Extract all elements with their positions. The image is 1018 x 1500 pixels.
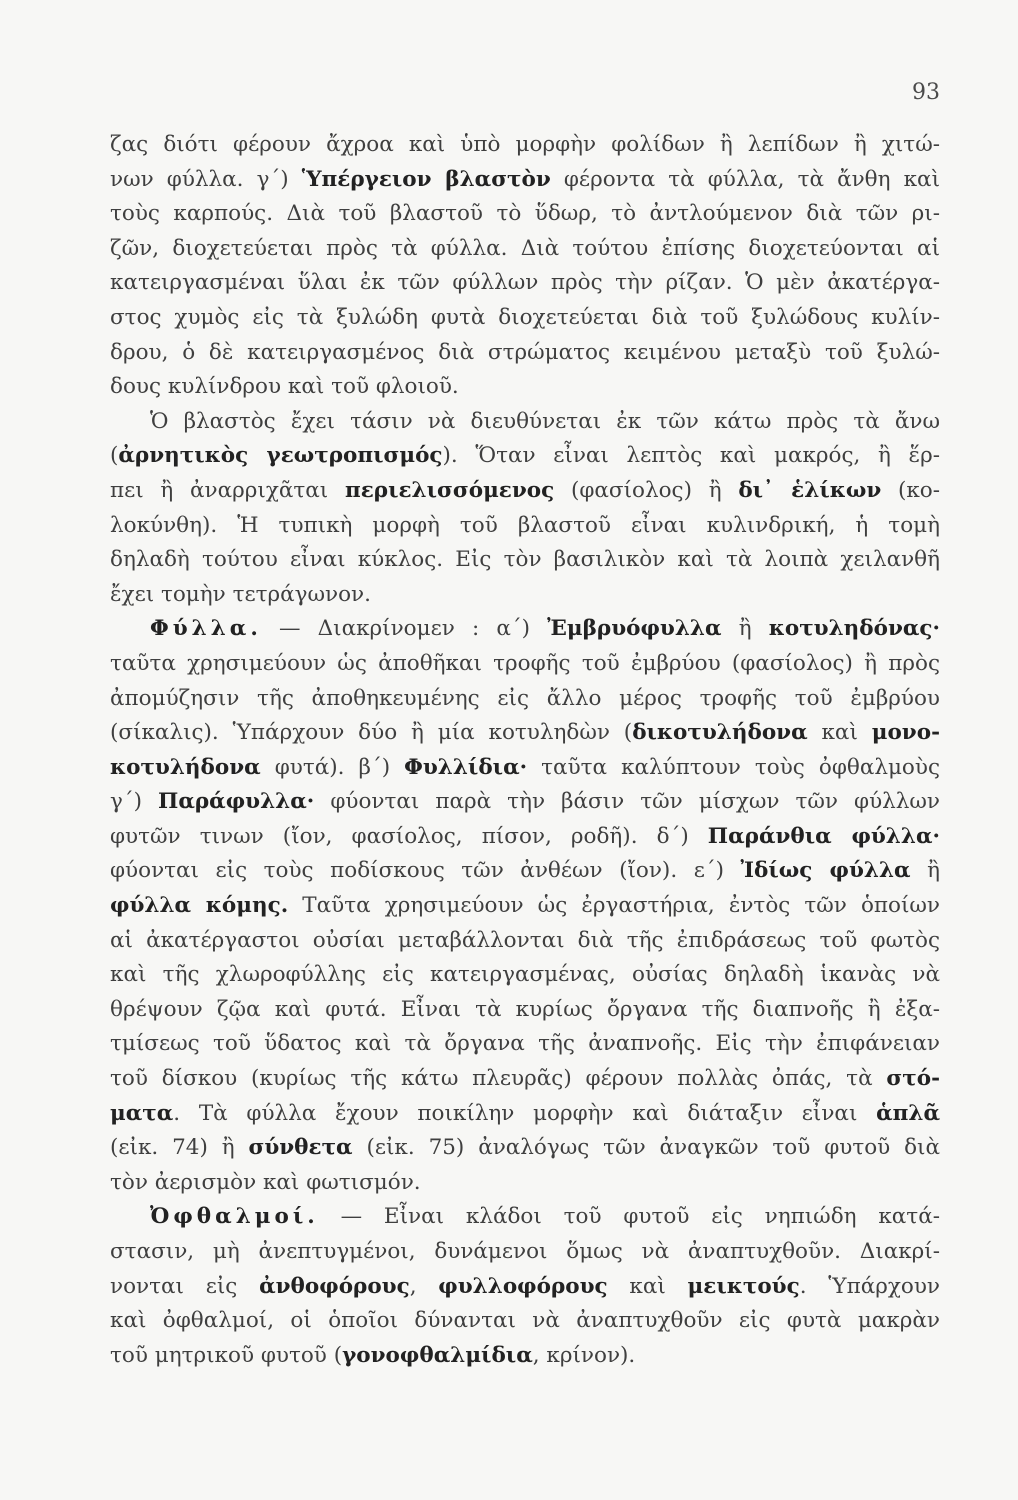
text-line: πει ἢ ἀναρριχᾶται περιελισσόμενος (φασίολος) ἢ δι᾽ ἑλίκων (κο- <box>110 477 940 503</box>
text-line: φύλλα κόμης. Ταῦτα χρησιμεύουν ὡς ἐργαστήρια, ἐντὸς τῶν ὁποίων <box>110 893 940 919</box>
text-line: τμίσεως τοῦ ὕδατος καὶ τὰ ὄργανα τῆς ἀναπνοῆς. Εἰς τὴν ἐπιφάνειαν <box>110 1031 940 1057</box>
bold-term: κοτυλήδονα <box>110 754 261 780</box>
text-line: ταῦτα χρησιμεύουν ὡς ἀποθῆκαι τροφῆς τοῦ ἐμβρύου (φασίολος) ἢ πρὸς <box>110 650 940 676</box>
text-line: ζῶν, διοχετεύεται πρὸς τὰ φύλλα. Διὰ τούτου ἐπίσης διοχετεύονται αἱ <box>110 235 940 261</box>
text-line: Ὀφθαλμοί. — Εἶναι κλάδοι τοῦ φυτοῦ εἰς νηπιώδη κατά- <box>150 1204 940 1230</box>
text-line: αἱ ἀκατέργαστοι οὐσίαι μεταβάλλονται διὰ τῆς ἐπιδράσεως τοῦ φωτὸς <box>110 927 940 953</box>
text-line: γ΄) Παράφυλλα· φύονται παρὰ τὴν βάσιν τῶν μίσχων τῶν φύλλων <box>110 789 940 815</box>
page-number: 93 <box>912 80 940 105</box>
text-line: φύονται εἰς τοὺς ποδίσκους τῶν ἀνθέων (ἴον). ε΄) Ἰδίως φύλλα ἢ <box>110 858 940 884</box>
text-line: κατειργασμέναι ὕλαι ἐκ τῶν φύλλων πρὸς τὴν ρίζαν. Ὁ μὲν ἀκατέργα- <box>110 270 940 296</box>
text-line: Ὁ βλαστὸς ἔχει τάσιν νὰ διευθύνεται ἐκ τῶν κάτω πρὸς τὰ ἄνω <box>150 408 940 434</box>
text-line: στος χυμὸς εἰς τὰ ξυλώδη φυτὰ διοχετεύεται διὰ τοῦ ξυλώδους κυλίν- <box>110 304 940 330</box>
body-text <box>110 128 940 1373</box>
bold-term: δικοτυλήδονα <box>632 720 808 746</box>
text-line: δηλαδὴ τούτου εἶναι κύκλος. Εἰς τὸν βασιλικὸν καὶ τὰ λοιπὰ χειλανθῆ <box>110 547 940 573</box>
bold-term: περιελισσόμενος <box>344 477 555 503</box>
text-line: (εἰκ. 74) ἢ σύνθετα (εἰκ. 75) ἀναλόγως τῶν ἀναγκῶν τοῦ φυτοῦ διὰ <box>110 1135 940 1161</box>
text-line: φυτῶν τινων (ἴον, φασίολος, πίσον, ροδῆ). δ΄) Παράνθια φύλλα· <box>110 823 940 849</box>
bold-term: Παράνθια φύλλα· <box>707 823 940 849</box>
text-line: δρου, ὁ δὲ κατειργασμένος διὰ στρώματος κειμένου μεταξὺ τοῦ ξυλώ- <box>110 339 940 365</box>
text-line: καὶ ὀφθαλμοί, οἱ ὁποῖοι δύνανται νὰ ἀναπτυχθοῦν εἰς φυτὰ μακρὰν <box>110 1308 940 1334</box>
text-line: στασιν, μὴ ἀνεπτυγμένοι, δυνάμενοι ὅμως νὰ ἀναπτυχθοῦν. Διακρί- <box>110 1239 940 1264</box>
bold-term: μεικτούς <box>687 1273 800 1299</box>
text-line: νονται εἰς ἀνθοφόρους, φυλλοφόρους καὶ μεικτούς. Ὑπάρχουν <box>110 1273 940 1299</box>
text-line: τοὺς καρπούς. Διὰ τοῦ βλαστοῦ τὸ ὕδωρ, τὸ ἀντλούμενον διὰ τῶν ρι- <box>110 201 940 227</box>
text-line: κοτυλήδονα φυτά). β΄) Φυλλίδια· ταῦτα καλύπτουν τοὺς ὀφθαλμοὺς <box>110 754 940 780</box>
bold-term: Φυλλίδια· <box>404 754 528 780</box>
text-line: τὸν ἀερισμὸν καὶ φωτισμόν. <box>110 1169 421 1195</box>
bold-term: Ὑπέργειον βλαστὸν <box>301 166 551 192</box>
text-line: ματα. Τὰ φύλλα ἔχουν ποικίλην μορφὴν καὶ διάταξιν εἶναι ἁπλᾶ <box>110 1100 940 1126</box>
bold-term: ἁπλᾶ <box>876 1100 940 1126</box>
text-line: ζας διότι φέρουν ἄχροα καὶ ὑπὸ μορφὴν φολίδων ἢ λεπίδων ἢ χιτώ- <box>110 132 940 157</box>
bold-term: Παράφυλλα· <box>158 789 315 815</box>
text-line: (σίκαλις). Ὑπάρχουν δύο ἢ μία κοτυληδὼν (δικοτυλήδονα καὶ μονο- <box>110 720 940 746</box>
bold-term: ἀνθοφόρους <box>259 1273 410 1299</box>
section-heading: Ὀφθαλμοί. <box>150 1204 319 1230</box>
bold-term: στό- <box>886 1066 940 1092</box>
section-heading: Φύλλα. <box>150 616 262 642</box>
bold-term: Ἰδίως φύλλα <box>740 858 911 884</box>
text-line: καὶ τῆς χλωροφύλλης εἰς κατειργασμένας, οὐσίας δηλαδὴ ἱκανὰς νὰ <box>110 962 940 988</box>
text-line: ἀπομύζησιν τῆς ἀποθηκευμένης εἰς ἄλλο μέρος τροφῆς τοῦ ἐμβρύου <box>110 685 940 711</box>
text-line: θρέψουν ζῷα καὶ φυτά. Εἶναι τὰ κυρίως ὄργανα τῆς διαπνοῆς ἢ ἐξα- <box>110 996 940 1022</box>
bold-term: φύλλα κόμης. <box>110 893 289 919</box>
bold-term: γονοφθαλμίδια <box>342 1342 533 1368</box>
text-line: ἔχει τομὴν τετράγωνον. <box>110 581 371 607</box>
bold-term: μονο- <box>871 720 940 746</box>
text-line: τοῦ δίσκου (κυρίως τῆς κάτω πλευρᾶς) φέρουν πολλὰς ὀπάς, τὰ στό- <box>110 1066 940 1092</box>
text-line: Φύλλα. — Διακρίνομεν : α΄) Ἐμβρυόφυλλα ἢ κοτυληδόνας· <box>150 616 940 642</box>
bold-term: κοτυληδόνας· <box>768 616 940 642</box>
bold-term: Ἐμβρυόφυλλα <box>547 616 722 642</box>
bold-term: ματα <box>110 1100 174 1126</box>
text-line: νων φύλλα. γ΄) Ὑπέργειον βλαστὸν φέροντα τὰ φύλλα, τὰ ἄνθη καὶ <box>110 166 940 192</box>
text-line: λοκύνθη). Ἡ τυπικὴ μορφὴ τοῦ βλαστοῦ εἶναι κυλινδρική, ἡ τομὴ <box>110 512 940 538</box>
bold-term: σύνθετα <box>248 1135 353 1161</box>
bold-term: φυλλοφόρους <box>438 1273 608 1299</box>
bold-term: ἀρνητικὸς γεωτροπισμός <box>118 443 443 469</box>
text-line: δους κυλίνδρου καὶ τοῦ φλοιοῦ. <box>110 374 459 400</box>
text-line: (ἀρνητικὸς γεωτροπισμός). Ὅταν εἶναι λεπτὸς καὶ μακρός, ἢ ἕρ- <box>110 443 940 469</box>
bold-term: δι᾽ ἑλίκων <box>738 477 882 503</box>
text-line: τοῦ μητρικοῦ φυτοῦ (γονοφθαλμίδια, κρίνον). <box>110 1342 636 1368</box>
